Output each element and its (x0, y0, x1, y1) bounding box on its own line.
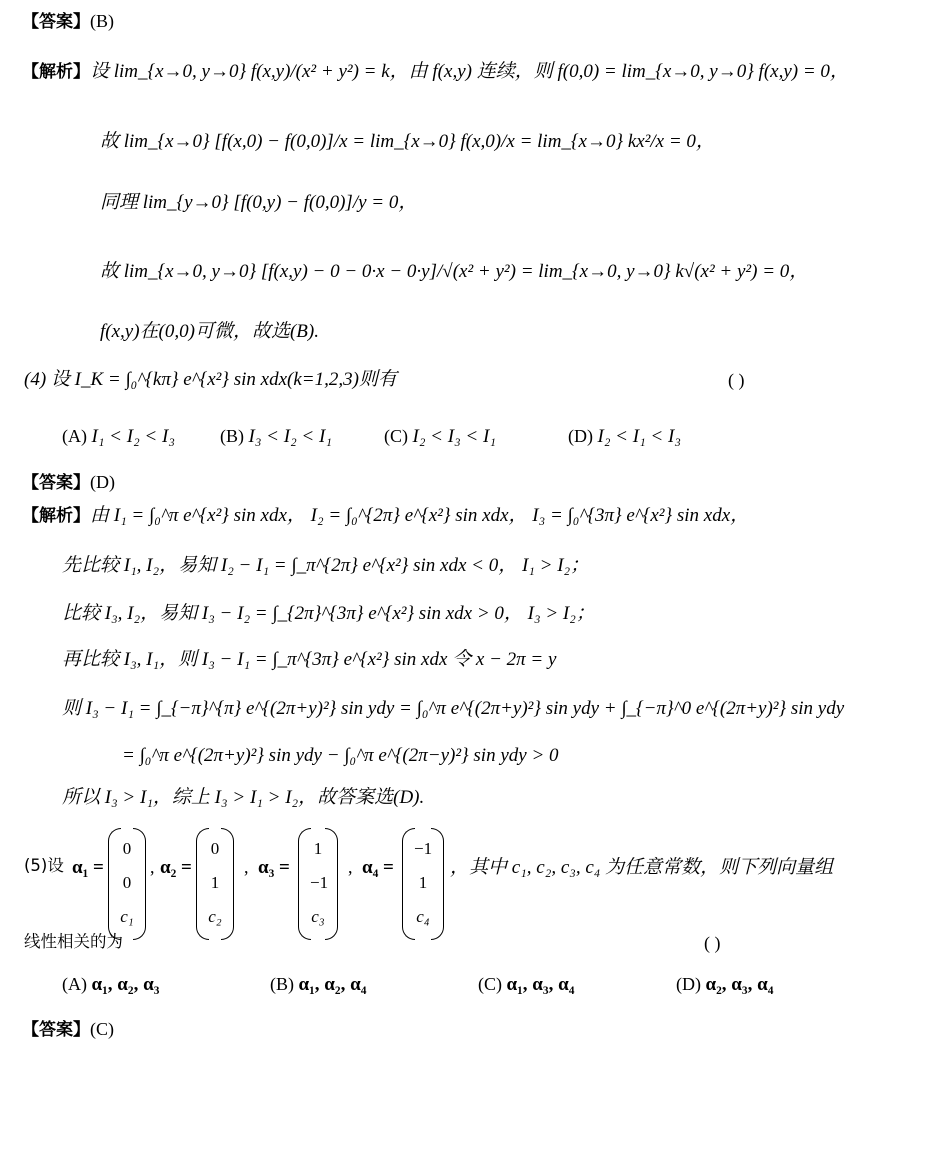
vector-name: α₂ = (160, 857, 192, 878)
formula-line: 由 I₁ = ∫₀^π e^{x²} sin xdx， I₂ = ∫₀^{2π} e^{x²} sin xdx， I₃ = ∫₀^{3π} e^{x²} sin xdx， (90, 505, 750, 526)
matrix-cell: c₂ (208, 907, 222, 926)
matrix-cell: c₄ (416, 907, 430, 926)
option-c: (C) α₁, α₃, α₄ (478, 974, 575, 995)
analysis-label: 【解析】 (22, 62, 90, 82)
formula-line: 同理 lim_{y→0} [f(0,y) − f(0,0)]/y = 0， (100, 192, 418, 213)
matrix-cell: −1 (310, 873, 329, 892)
answer-line-1 (22, 12, 114, 31)
option-a: (A) α₁, α₂, α₃ (62, 974, 160, 995)
matrix-cell: c₁ (120, 907, 134, 926)
answer-label: 【答案】 (22, 1020, 90, 1040)
vector-name: α₁ = (72, 857, 104, 878)
formula-line: 先比较 I₁, I₂，易知 I₂ − I₁ = ∫_π^{2π} e^{x²} sin xdx < 0， I₁ > I₂； (62, 555, 590, 576)
formula-line: 比较 I₃, I₂，易知 I₃ − I₂ = ∫_{2π}^{3π} e^{x²} sin xdx > 0， I₃ > I₂； (62, 603, 595, 624)
answer-label: 【答案】 (22, 12, 90, 32)
matrix-cell: 1 (210, 873, 220, 892)
formula-line: = ∫₀^π e^{(2π+y)²} sin ydy − ∫₀^π e^{(2π−y)²} sin ydy > 0 (122, 745, 559, 766)
formula-line: 则 I₃ − I₁ = ∫_{−π}^{π} e^{(2π+y)²} sin ydy = ∫₀^π e^{(2π+y)²} sin ydy + ∫_{−π}^0 e^{(2π+y)²} sin ydy (62, 698, 845, 719)
matrix-cell: 1 (313, 839, 323, 858)
separator: , (244, 857, 249, 877)
question-5-suffix: ，其中 c₁, c₂, c₃, c₄ 为任意常数，则下列向量组 (450, 857, 834, 878)
column-vector-4 (402, 828, 444, 938)
answer-blank: ( ) (728, 370, 745, 390)
column-vector-1 (108, 828, 146, 938)
matrix-cell: 1 (418, 873, 428, 892)
option-a: (A) I₁ < I₂ < I₃ (62, 426, 175, 447)
separator: , (348, 857, 353, 877)
answer-line-3 (22, 1020, 114, 1039)
option-b: (B) I₃ < I₂ < I₁ (220, 426, 332, 447)
formula-line: 故 lim_{x→0} [f(x,0) − f(0,0)]/x = lim_{x→0} f(x,0)/x = lim_{x→0} kx²/x = 0， (100, 131, 715, 152)
answer-line-2 (22, 473, 115, 492)
answer-value: (D) (90, 472, 115, 492)
column-vector-2 (196, 828, 234, 938)
vector-name: α₃ = (258, 857, 290, 878)
matrix-cell: −1 (414, 839, 433, 858)
answer-value: (C) (90, 1019, 114, 1039)
option-c: (C) I₂ < I₃ < I₁ (384, 426, 496, 447)
formula-line: 再比较 I₃, I₁，则 I₃ − I₁ = ∫_π^{3π} e^{x²} sin xdx 令 x − 2π = y (62, 649, 557, 670)
separator: , (150, 857, 155, 877)
option-d: (D) α₂, α₃, α₄ (676, 974, 774, 995)
matrix-cell: 0 (122, 873, 132, 892)
formula-line: 所以 I₃ > I₁，综上 I₃ > I₁ > I₂，故答案选(D). (62, 787, 425, 808)
answer-value: (B) (90, 11, 114, 31)
analysis-label: 【解析】 (22, 506, 90, 526)
vector-name: α₄ = (362, 857, 394, 878)
column-vector-3 (298, 828, 338, 938)
analysis-line-1 (22, 62, 849, 81)
answer-label: 【答案】 (22, 473, 90, 493)
matrix-cell: 0 (210, 839, 220, 858)
question-5-line2: 线性相关的为 (24, 932, 123, 951)
analysis-line-2 (22, 506, 749, 525)
matrix-cell: 0 (122, 839, 132, 858)
formula-line: 故 lim_{x→0, y→0} [f(x,y) − 0 − 0·x − 0·y]/√(x² + y²) = lim_{x→0, y→0} k√(x² + y²) = 0， (100, 261, 809, 282)
answer-blank: ( ) (704, 933, 721, 953)
question-5-prefix: (5)设 (24, 856, 64, 875)
formula-line: f(x,y)在(0,0)可微，故选(B). (100, 321, 319, 342)
question-4-stem: (4) 设 I_K = ∫₀^{kπ} e^{x²} sin xdx(k=1,2,3)则有 (24, 369, 397, 390)
option-b: (B) α₁, α₂, α₄ (270, 974, 367, 995)
option-d: (D) I₂ < I₁ < I₃ (568, 426, 681, 447)
matrix-cell: c₃ (311, 907, 325, 926)
formula-line: 设 lim_{x→0, y→0} f(x,y)/(x² + y²) = k，由 f(x,y) 连续，则 f(0,0) = lim_{x→0, y→0} f(x,y) = 0， (90, 61, 849, 82)
